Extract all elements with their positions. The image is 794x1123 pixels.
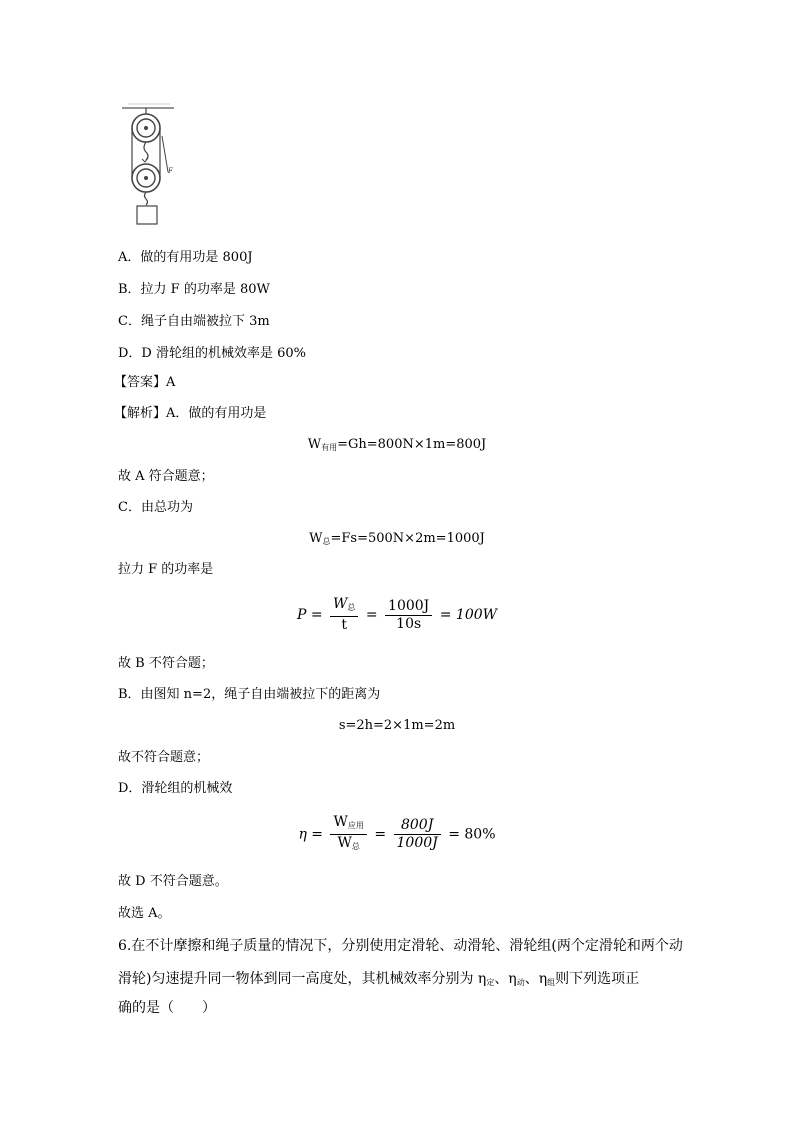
question6-line3: 确的是（ ）: [118, 1000, 216, 1016]
option-c: C．绳子自由端被拉下 3m: [118, 314, 270, 329]
question6-line1: 6.在不计摩擦和绳子质量的情况下，分别使用定滑轮、动滑轮、滑轮组(两个定滑轮和两个动: [118, 938, 683, 954]
conclusion-d: 故 D 不符合题意。: [118, 874, 228, 889]
c-intro: C．由总功为: [118, 500, 193, 515]
option-b: B．拉力 F 的功率是 80W: [118, 282, 270, 297]
b-intro: B．由图知 n=2，绳子自由端被拉下的距离为: [118, 687, 381, 702]
conclusion-b: 故 B 不符合题；: [118, 656, 214, 671]
d-intro: D．滑轮组的机械效: [118, 781, 233, 796]
final-choice: 故选 A。: [118, 906, 171, 921]
option-a: A．做的有用功是 800J: [118, 250, 253, 265]
question6-line2: 滑轮)匀速提升同一物体到同一高度处，其机械效率分别为 $\eta_定$、$\eta_动$、$\eta_组$则下列选项正: [118, 971, 640, 987]
option-d: D．D 滑轮组的机械效率是 60%: [118, 346, 307, 361]
conclusion-c: 故不符合题意；: [118, 750, 210, 765]
power-intro: 拉力 F 的功率是: [118, 562, 214, 577]
distance-equation: s=2h=2×1m=2m: [338, 718, 456, 733]
conclusion-a: 故 A 符合题意；: [118, 469, 214, 484]
total-work-equation: $W_总=Fs=500N\times 2m=1000J$: [309, 531, 485, 546]
analysis-intro: 【解析】A．做的有用功是: [114, 406, 267, 421]
power-equation: P = $\frac{W_总}{t}$ = $\frac{1000J}{10s}$ = 100W: [296, 596, 498, 633]
pulley-system-figure: [118, 100, 188, 230]
force-label: F: [168, 167, 173, 175]
efficiency-equation: η = $\frac{W_{应用}}{W_总}$ = $\frac{800J}{1000J}$ = 80%: [298, 814, 496, 851]
answer-line: 【答案】A: [114, 375, 176, 390]
useful-work-equation: $W_{有用}=Gh=800N\times 1m=800J$: [307, 437, 487, 452]
